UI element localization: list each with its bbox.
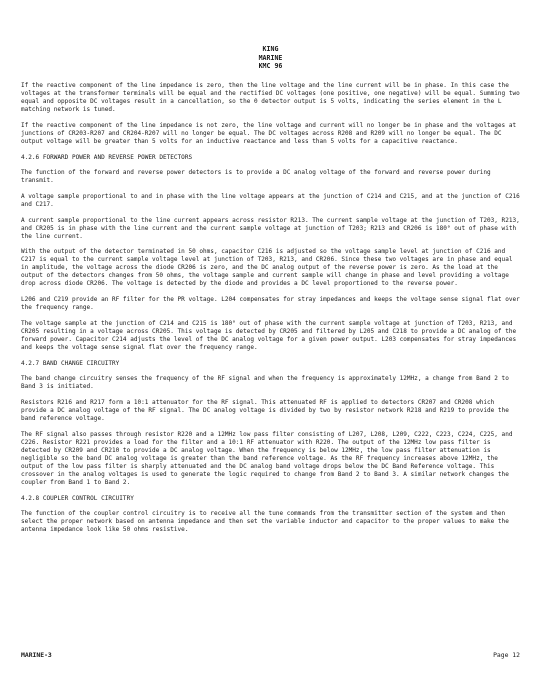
paragraph: The band change circuitry senses the frequency of the RF signal and when the frequency is approximately 12MHz, a change from Band 2 to Band 3 is initiated. [21, 375, 509, 391]
header-line-2: MARINE [258, 53, 283, 62]
paragraph: A current sample proportional to the line current appears across resistor R213. The current sample voltage at the junction of T203, R213, and CR205 is in phase with the line current and the current sample voltage at junction of T203; R213 and CR206 is 180° out of phase with the line current. [21, 216, 520, 240]
page-header [0, 45, 541, 71]
paragraph: Resistors R216 and R217 form a 10:1 attenuator for the RF signal. This attenuated RF is applied to detectors CR207 and CR208 which provide a DC analog voltage of the RF signal. The DC analog voltage is divided by two by resistor network R218 and R219 to provide the band reference voltage. [21, 398, 509, 422]
paragraph: With the output of the detector terminated in 50 ohms, capacitor C216 is adjusted so the voltage sample level at junction of C216 and C217 is equal to the current sample voltage level at junction of T203, R213, and CR206. Since these two voltages are in phase and equal in amplitude, the voltage across the diode CR206 is zero, and the DC analog output of the reverse power is zero. As the load at the output of the detectors changes from 50 ohms, the voltage sample and current sample will change in phase and level providing a voltage drop across diode CR206. The voltage is detected by the diode and provides a DC level proportioned to the reverse power. [21, 248, 513, 288]
header-line-3: KMC 96 [258, 62, 283, 71]
paragraph: The function of the forward and reverse power detectors is to provide a DC analog voltage of the forward and reverse power during transmit. [21, 169, 491, 185]
page-body [21, 82, 520, 542]
header-line-1: KING [262, 45, 279, 53]
paragraph: The RF signal also passes through resistor R220 and a 12MHz low pass filter consisting of L207, L208, L209, C222, C223, C224, C225, and C226. Resistor R221 provides a load for the filter and a 10:1 RF attenuator with R220. The output of the 12MHz low pass filter is detected by CR209 and CR210 to provide a DC analog voltage. When the frequency is below 12MHz, the low pass filter attenuation is negligible so the band DC analog voltage is greater than the band reference voltage. As the RF frequency increases above 12MHz, the output of the low pass filter is sharply attenuated and the DC analog band voltage drops below the DC Band Reference voltage. This crossover in the analog voltages is used to generate the logic required to change from Band 2 to Band 3. A similar network changes the coupler from Band 1 to Band 2. [21, 430, 513, 486]
paragraph: If the reactive component of the line impedance is not zero, the line voltage and current will no longer be in phase and the voltages at junctions of CR203-R207 and CR204-R207 will no longer be equal. The DC voltages across R208 and R209 will no longer be equal. The DC output voltage will be greater than 5 volts for an inductive reactance and less than 5 volts for a capacitive reactance. [21, 121, 517, 145]
paragraph: The voltage sample at the junction of C214 and C215 is 180° out of phase with the current sample voltage at junction of T203, R213, and CR205 resulting in a voltage across CR205. This voltage is detected by CR205 and filtered by L205 and C218 to provide a DC analog of the forward power. Capacitor C214 adjusts the level of the DC analog voltage for a given power output. L203 compensates for stray impedances and keeps the voltage sense signal flat over the frequency range. [21, 319, 517, 351]
section-heading: 4.2.7 BAND CHANGE CIRCUITRY [21, 359, 120, 367]
paragraph: The function of the coupler control circuitry is to receive all the tune commands from the transmitter section of the system and then select the proper network based on antenna impedance and then set the variable inductor and capacitor to the proper values to make the antenna impedance look like 50 ohms resistive. [21, 510, 509, 534]
paragraph: A voltage sample proportional to and in phase with the line voltage appears at the junction of C214 and C215, and at the junction of C216 and C217. [21, 192, 520, 208]
footer-page-number: Page 12 [493, 651, 520, 659]
footer-section-label: MARINE-3 [21, 651, 52, 659]
paragraph: L206 and C219 provide an RF filter for the PR voltage. L204 compensates for stray impedances and keeps the voltage sense signal flat over the frequency range. [21, 296, 520, 312]
section-heading: 4.2.8 COUPLER CONTROL CIRCUITRY [21, 494, 134, 502]
section-heading: 4.2.6 FORWARD POWER AND REVERSE POWER DETECTORS [21, 153, 193, 161]
paragraph: If the reactive component of the line impedance is zero, then the line voltage and the line current will be in phase. In this case the voltages at the transformer terminals will be equal and the rectified DC voltages (one positive, one negative) will be equal. Summing two equal and opposite DC voltages result in a cancellation, so the 0 detector output is 5 volts, indicating the series element in the L matching network is tuned. [21, 82, 520, 114]
